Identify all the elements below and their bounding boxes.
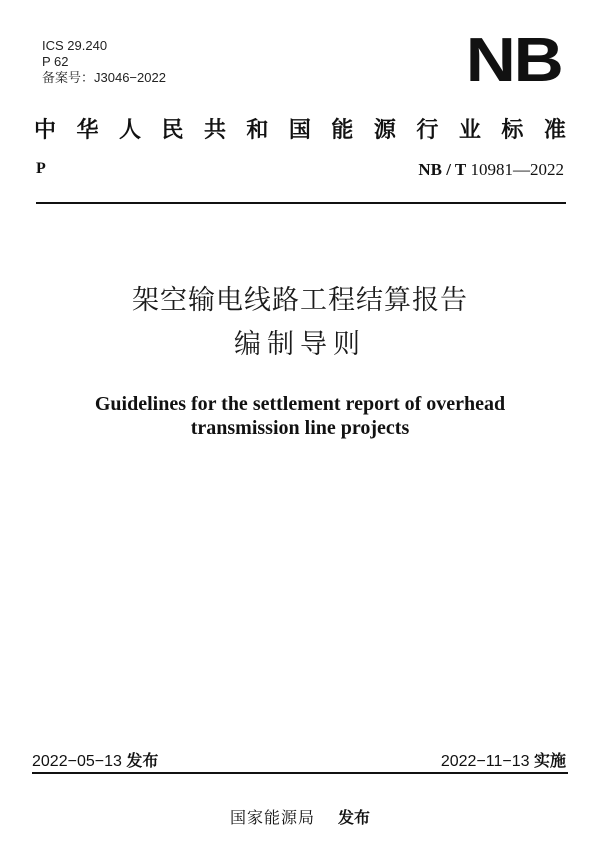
standard-prefix: NB / T <box>418 160 467 179</box>
implementation-date <box>441 748 566 771</box>
category-char: 行 <box>416 117 439 143</box>
category-char: 能 <box>331 117 354 143</box>
standard-category-heading <box>34 116 566 144</box>
nb-logo: NB <box>466 26 562 95</box>
bottom-divider <box>32 772 568 774</box>
category-char: 标 <box>501 117 524 143</box>
issuer <box>0 805 600 828</box>
title-english-line-1: Guidelines for the settlement report of overhead <box>94 393 506 415</box>
category-char: 和 <box>246 117 269 143</box>
standard-code: 10981—2022 <box>470 160 564 179</box>
category-char: 中 <box>34 117 57 143</box>
category-char: 民 <box>161 117 184 143</box>
category-char: 共 <box>203 117 226 143</box>
category-char: 人 <box>118 117 141 143</box>
implementation-date-value: 2022−11−13 <box>440 753 530 770</box>
category-char: 准 <box>543 117 566 143</box>
ccs-code: P 62 <box>42 54 69 69</box>
issuer-organization: 国家能源局 <box>229 808 315 827</box>
category-char: 国 <box>288 117 311 143</box>
implementation-label: 实施 <box>533 751 566 770</box>
filing-number: 备案号：J3046−2022 <box>42 70 166 85</box>
release-date-value: 2022−05−13 <box>32 753 122 770</box>
title-chinese-line-2: 编制导则 <box>234 329 366 360</box>
title-english-line-2: transmission line projects <box>190 417 410 439</box>
release-label: 发布 <box>126 751 159 770</box>
category-char: 业 <box>458 117 481 143</box>
category-char: 华 <box>76 117 99 143</box>
top-divider <box>36 202 566 204</box>
standard-number <box>418 160 564 180</box>
release-date <box>32 748 158 771</box>
classification-letter: P <box>36 160 46 177</box>
category-char: 源 <box>373 117 396 143</box>
title-chinese-line-1: 架空输电线路工程结算报告 <box>132 285 468 316</box>
ics-code: ICS 29.240 <box>42 38 108 53</box>
issuer-action: 发布 <box>338 808 371 827</box>
